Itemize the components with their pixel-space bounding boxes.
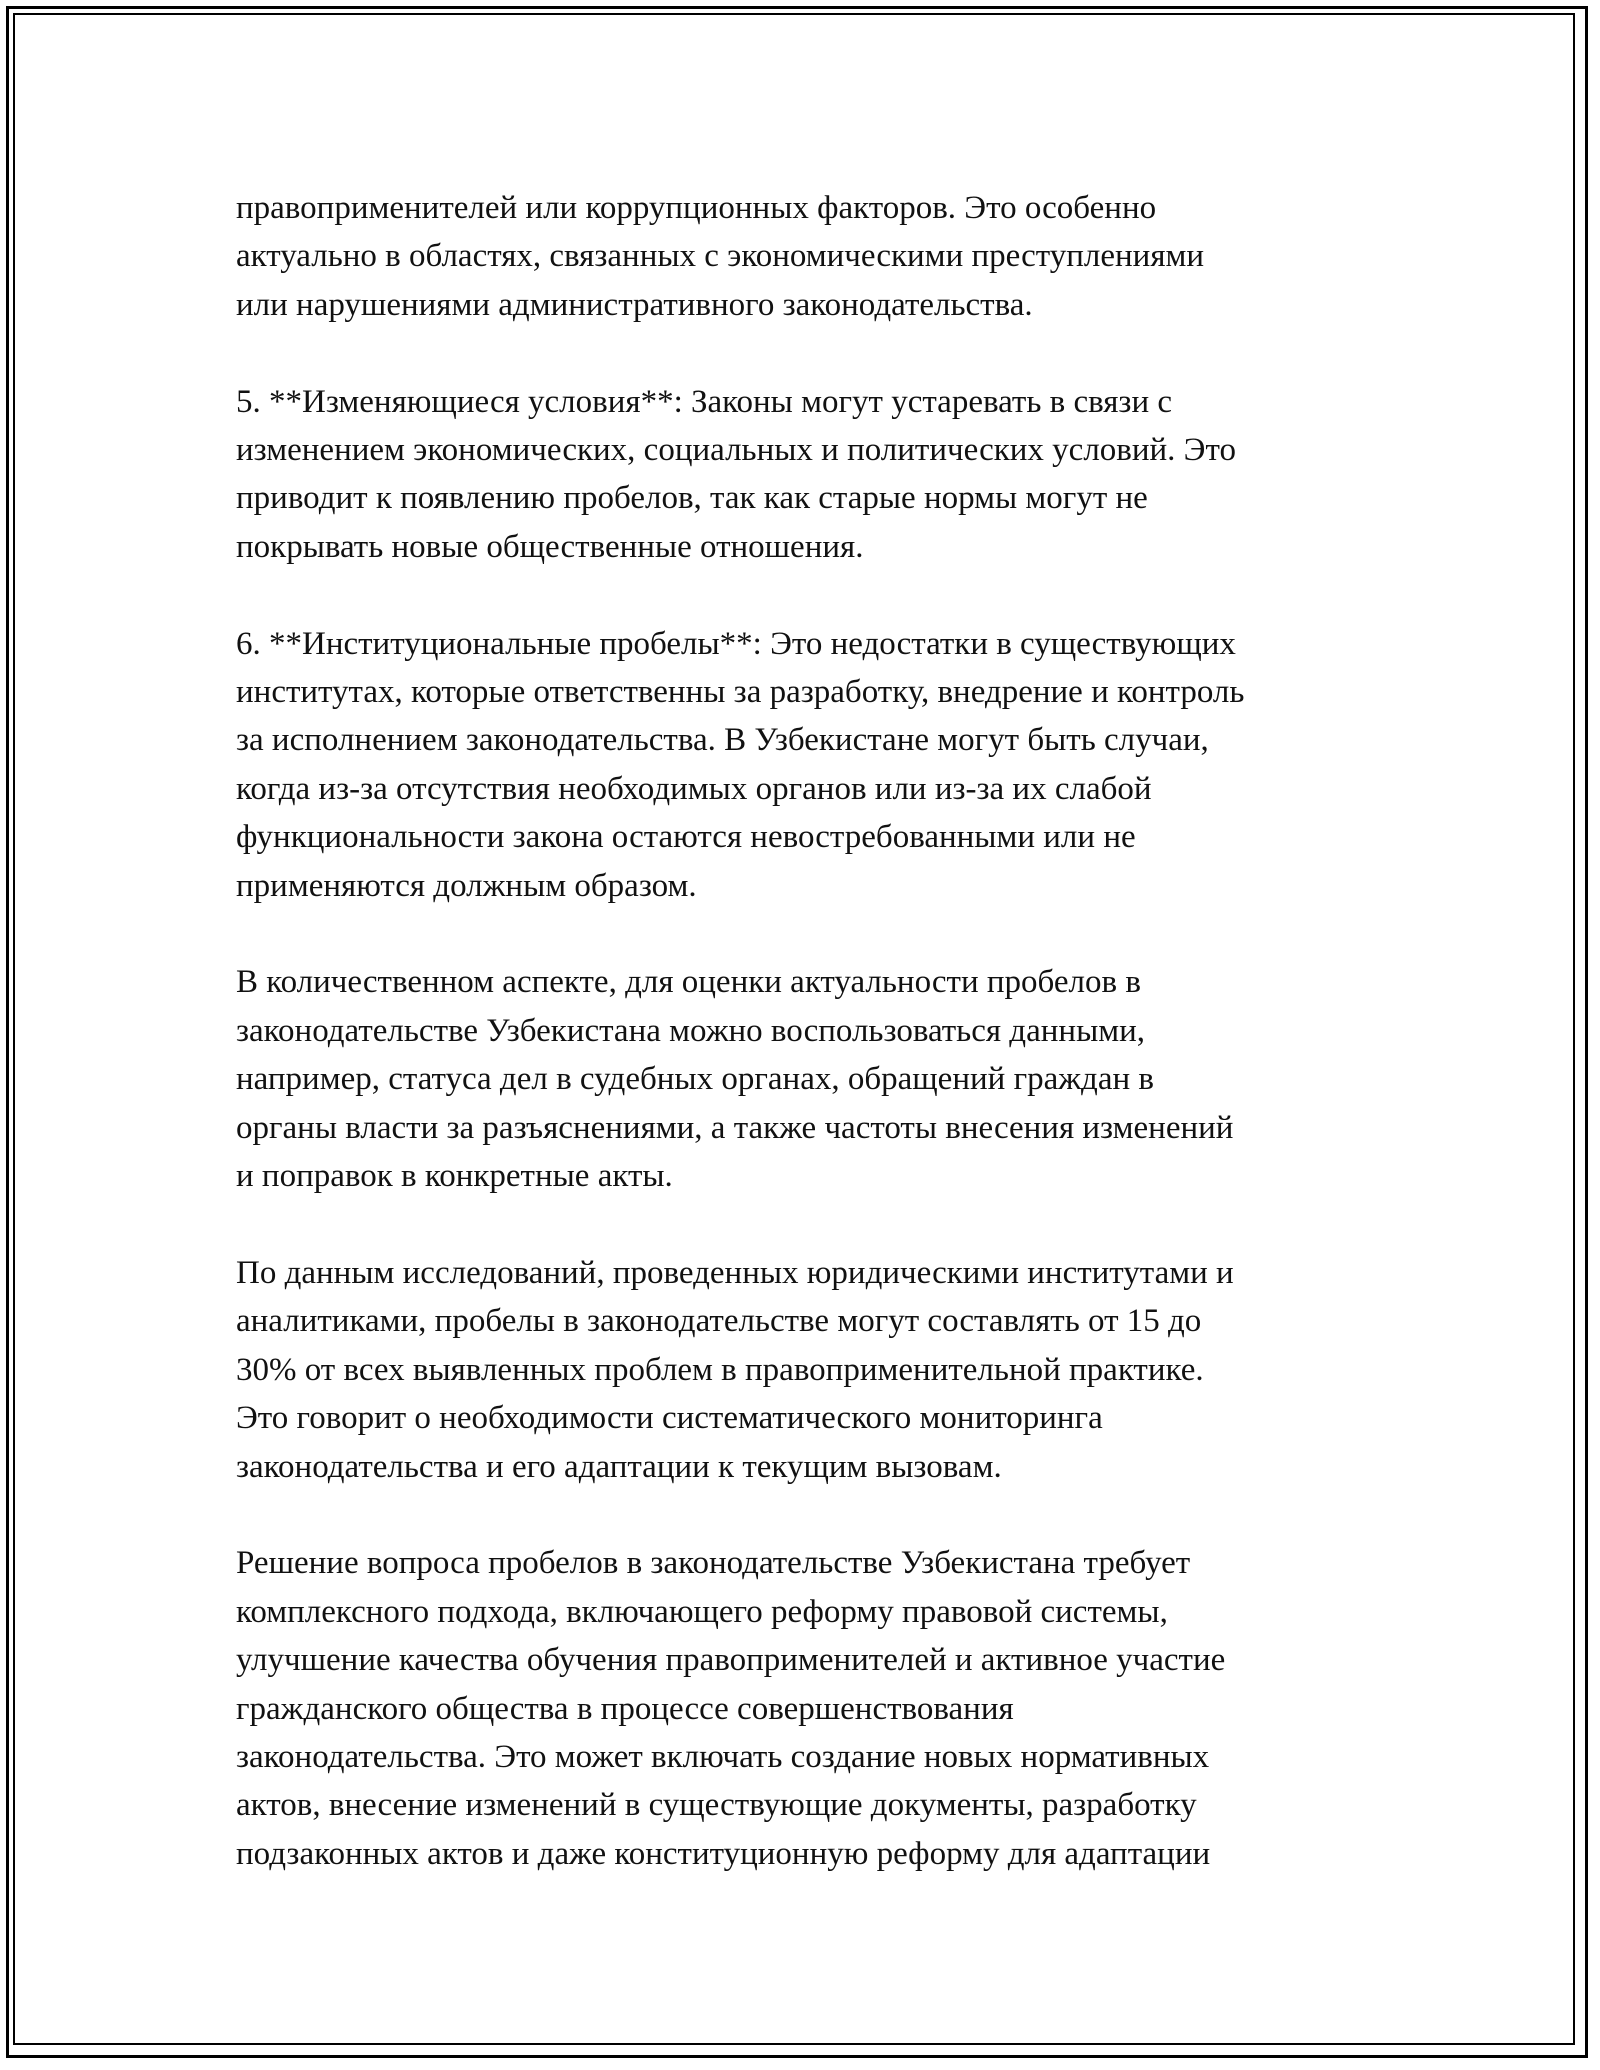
text-line: аналитиками, пробелы в законодательстве могут составлять от 15 до <box>236 1303 1202 1340</box>
paragraph-research-data <box>236 1249 1386 1491</box>
paragraph-quantitative-aspect <box>236 958 1386 1200</box>
text-line: гражданского общества в процессе совершенствования <box>236 1690 1014 1727</box>
text-line: законодательства. Это может включать создание новых нормативных <box>236 1738 1210 1775</box>
text-line: Это говорит о необходимости систематического мониторинга <box>236 1400 1103 1437</box>
text-line: 30% от всех выявленных проблем в правоприменительной практике. <box>236 1351 1204 1388</box>
text-line: например, статуса дел в судебных органах, обращений граждан в <box>236 1061 1154 1098</box>
text-line: за исполнением законодательства. В Узбекистане могут быть случаи, <box>236 722 1209 759</box>
text-line: законодательства и его адаптации к текущим вызовам. <box>236 1448 1002 1485</box>
text-line: покрывать новые общественные отношения. <box>236 528 864 565</box>
text-line: актов, внесение изменений в существующие документы, разработку <box>236 1787 1197 1824</box>
text-line: В количественном аспекте, для оценки актуальности пробелов в <box>236 964 1141 1001</box>
text-line: когда из-за отсутствия необходимых органов или из-за их слабой <box>236 770 1152 807</box>
text-line: подзаконных актов и даже конституционную реформу для адаптации <box>236 1835 1211 1872</box>
text-line: комплексного подхода, включающего реформу правовой системы, <box>236 1593 1168 1630</box>
text-line: изменением экономических, социальных и политических условий. Это <box>236 432 1236 469</box>
document-body <box>236 184 1386 1927</box>
paragraph-institutional-gaps <box>236 620 1386 910</box>
text-line: улучшение качества обучения правоприменителей и активное участие <box>236 1642 1226 1679</box>
paragraph-continuation <box>236 184 1386 329</box>
text-line: 5. **Изменяющиеся условия**: Законы могут устаревать в связи с <box>236 383 1173 420</box>
text-line: правоприменителей или коррупционных факторов. Это особенно <box>236 190 1157 226</box>
text-line: Решение вопроса пробелов в законодательстве Узбекистана требует <box>236 1545 1191 1582</box>
text-line: органы власти за разъяснениями, а также частоты внесения изменений <box>236 1109 1234 1146</box>
text-line: По данным исследований, проведенных юридическими институтами и <box>236 1254 1234 1291</box>
text-line: приводит к появлению пробелов, так как старые нормы могут не <box>236 480 1148 517</box>
text-line: 6. **Институциональные пробелы**: Это недостатки в существующих <box>236 625 1236 662</box>
text-line: или нарушениями административного законодательства. <box>236 286 1033 323</box>
text-line: и поправок в конкретные акты. <box>236 1158 673 1195</box>
paragraph-changing-conditions <box>236 378 1386 572</box>
text-line: функциональности закона остаются невостребованными или не <box>236 819 1136 856</box>
paragraph-solution <box>236 1539 1386 1878</box>
text-line: применяются должным образом. <box>236 867 697 904</box>
text-line: актуально в областях, связанных с экономическими преступлениями <box>236 238 1205 275</box>
text-line: институтах, которые ответственны за разработку, внедрение и контроль <box>236 674 1245 711</box>
text-line: законодательстве Узбекистана можно воспользоваться данными, <box>236 1012 1146 1049</box>
